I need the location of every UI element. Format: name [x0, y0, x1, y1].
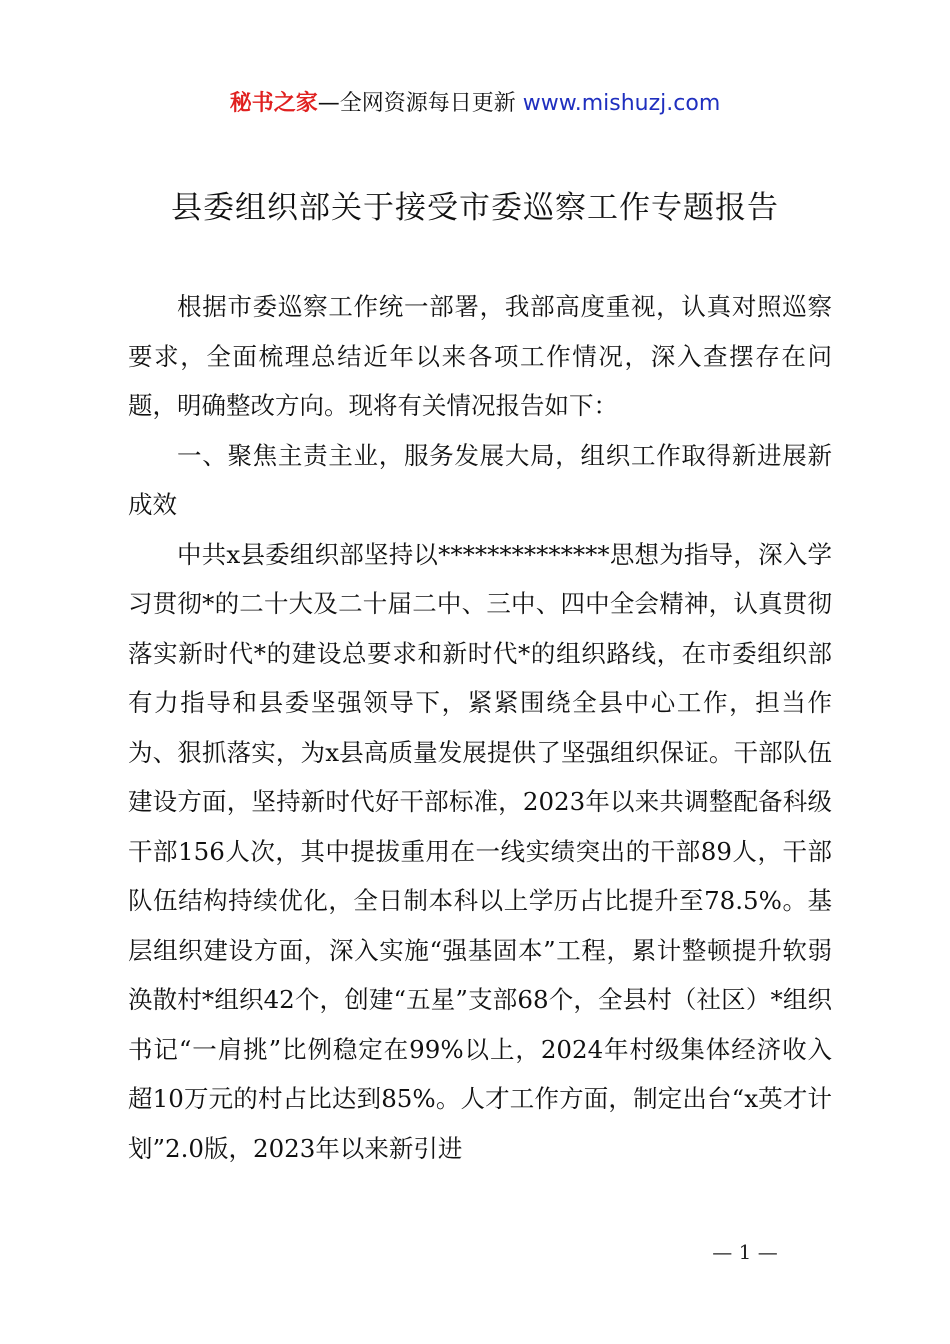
site-slogan: —全网资源每日更新 — [317, 91, 523, 116]
document-title: 县委组织部关于接受市委巡察工作专题报告 — [171, 190, 779, 226]
section-heading-1: 一、聚焦主责主业，服务发展大局，组织工作取得新进展新成效 — [128, 440, 832, 519]
site-url-link[interactable]: www.mishuzj.com — [522, 91, 721, 116]
document-body — [128, 282, 832, 1173]
page-number: — 1 — — [712, 1240, 778, 1264]
brand-name: 秘书之家 — [229, 91, 318, 116]
body-paragraph: 中共x县委组织部坚持以**************思想为指导，深入学习贯彻*的二十大及二十届二中、三中、四中全会精神，认真贯彻落实新时代*的建设总要求和新时代*的组织路线，在市委组织部有力指导和县委坚强领导下，紧紧围绕全县中心工作，担当作为、狠抓落实，为x县高质量发展提供了坚强组织保证。干部队伍建设方面，坚持新时代好干部标准，2023年以来共调整配备科级干部156人次，其中提拔重用在一线实绩突出的干部89人，干部队伍结构持续优化，全日制本科以上学历占比提升至78.5%。基层组织建设方面，深入实施“强基固本”工程，累计整顿提升软弱涣散村*组织42个，创建“五星”支部68个，全县村（社区）*组织书记“一肩挑”比例稳定在99%以上，2024年村级集体经济收入超10万元的村占比达到85%。人才工作方面，制定出台“x英才计划”2.0版，2023年以来新引进 — [128, 539, 832, 1163]
site-header — [0, 88, 950, 120]
intro-paragraph: 根据市委巡察工作统一部署，我部高度重视，认真对照巡察要求，全面梳理总结近年以来各项工作情况，深入查摆存在问题，明确整改方向。现将有关情况报告如下： — [128, 292, 832, 420]
